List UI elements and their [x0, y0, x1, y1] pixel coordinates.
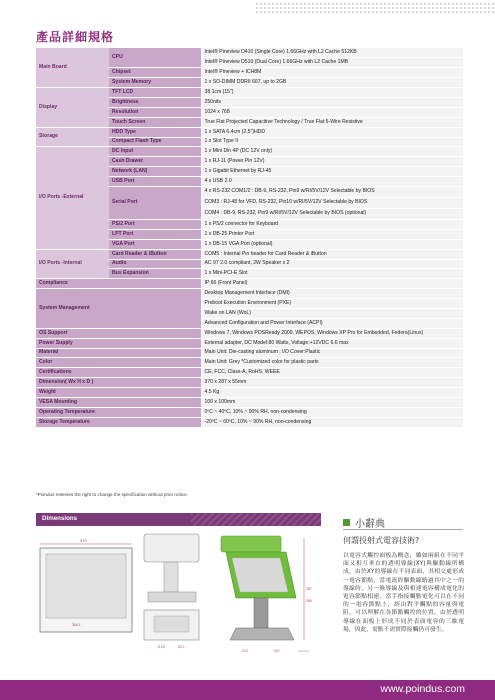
dim-stand-height: 287: [306, 587, 312, 591]
spec-label-dc: DC Input: [109, 147, 201, 157]
spec-value-os: Windows 7, Windows POSReady 2009, WEPOS, Windows XP Pro for Embedded, Fedora(Linux): [201, 328, 463, 338]
table-row: [36, 417, 463, 427]
table-row: [36, 407, 463, 417]
side-view-drawing: [144, 534, 199, 649]
table-row: [36, 147, 463, 157]
spec-value-brightness: 250nits: [201, 97, 463, 107]
spec-label-color: Color: [36, 358, 201, 368]
spec-label-power: Power Supply: [36, 338, 201, 348]
footnote: *Poindus reserves the right to change the specification without prior notice.: [36, 492, 188, 497]
spec-group-io-internal: I/O Ports -Internal: [36, 249, 109, 279]
spec-label-lan: Network (LAN): [109, 167, 201, 177]
spec-label-compliance: Compliance: [36, 279, 201, 289]
spec-value-serial-1: 4 x RS-232 COM1/2 : DB-9, RS-232, Pin9 w/RI/5V/12V Selectable by BIOS: [201, 186, 463, 197]
spec-value-vesa: 100 x 100mm: [201, 398, 463, 408]
table-row: [36, 378, 463, 388]
spec-value-chipset: Intel® Pineview + ICH8M: [201, 68, 463, 78]
spec-label-bus: Bus Expansion: [109, 269, 201, 279]
spec-group-main-board: Main Board: [36, 48, 109, 88]
spec-label-resolution: Resolution: [109, 107, 201, 117]
table-row: [36, 88, 463, 98]
spec-value-dc: 1 x Mini Din 4P (DC 12V only): [201, 147, 463, 157]
spec-label-operating-temp: Operating Temperature: [36, 407, 201, 417]
spec-label-lcd: TFT LCD: [109, 88, 201, 98]
spec-value-cash: 1 x RJ-11 (Power Pin 12V): [201, 157, 463, 167]
spec-label-serial: Serial Port: [109, 186, 201, 219]
table-row: [36, 368, 463, 378]
spec-label-os: OS Support: [36, 328, 201, 338]
spec-value-lcd: 38.1cm (15"): [201, 88, 463, 98]
spec-label-touch: Touch Screen: [109, 117, 201, 127]
spec-value-dimension: 370 x 287 x 55mm: [201, 378, 463, 388]
spec-label-vesa: VESA Mounting: [36, 398, 201, 408]
dictionary-divider: [343, 529, 463, 530]
spec-value-management-3: Wake on LAN (WoL): [201, 308, 463, 318]
spec-value-weight: 4.5 Kg: [201, 388, 463, 398]
spec-value-usb: 4 x USB 2.0: [201, 177, 463, 187]
front-view-drawing: [40, 538, 132, 632]
spec-group-display: Display: [36, 88, 109, 128]
dim-front-width: 370: [80, 538, 87, 543]
footer-url[interactable]: www.poindus.com: [380, 683, 465, 695]
dictionary-title: 小辭典: [355, 519, 385, 530]
spec-value-certifications: CE, FCC, Class-A, RoHS, WEEE: [201, 368, 463, 378]
header-stripes: [191, 513, 321, 526]
dictionary-square-icon: [343, 519, 350, 526]
spec-value-card-reader: COM5 : Internal Pin header for Card Reader & iButton: [201, 249, 463, 259]
spec-label-ps2: PS/2 Port: [109, 219, 201, 229]
top-band: [0, 0, 495, 16]
spec-value-cpu-1: Intel® Pineview D410 (Single Core) 1.66GHz with L2 Cache 512KB: [201, 48, 463, 58]
spec-value-storage-temp: -20ºC ~ 60ºC, 10% ~ 90% RH, non-condensing: [201, 417, 463, 427]
spec-label-cf: Compact Flash Type: [109, 137, 201, 147]
table-row: [36, 289, 463, 299]
table-row: [36, 338, 463, 348]
footer-bar: [0, 680, 495, 700]
dictionary-body: 以電容式觸控面板為概念，雖如兩組在不同平面又相互垂直的透明導線(XY)與驅動線所構成，由於XY的導線在不同表面，其相交處形成一電容節點，當電流經驅動線路過其中之一的導線時，另一條導線及與相連電容構成電化的電容節點相連，當手指接觸點電化可以在不同的一電容節點上，經由對平觸點的容量與電阻，可以理解在各節點觸控的位置，由於透明導線在面板上形成不同於表面電容的三維電場，因此，需點不需實際接觸仍可發生。: [343, 553, 464, 633]
spec-value-hdd: 1 x SATA 6.4cm (2.5")HDD: [201, 127, 463, 137]
dim-side-base: 20.1: [178, 645, 185, 649]
spec-label-management: System Management: [36, 289, 201, 329]
dimensions-header: [36, 513, 321, 526]
spec-value-management-2: Preboot Execution Environment (PXE): [201, 299, 463, 309]
spec-label-lpt: LPT Port: [109, 229, 201, 239]
spec-value-resolution: 1024 x 768: [201, 107, 463, 117]
page-title: 產品詳細規格: [36, 30, 115, 44]
spec-label-material: Material: [36, 348, 201, 358]
spec-value-cf: 1 x Slot Type II: [201, 137, 463, 147]
spec-label-cpu: CPU: [109, 48, 201, 68]
table-row: [36, 48, 463, 58]
spec-value-lan: 1 x Gigabit Ethernet by RJ-45: [201, 167, 463, 177]
dictionary-question: 何謂投射式電容技術?: [343, 536, 420, 545]
spec-value-serial-3: COM4 : DB-9, RS-232, Pin9 w/RI/5V/12V Selectable by BIOS (optional): [201, 208, 463, 219]
spec-value-management-4: Advanced Configuration and Power Interface (ACPI): [201, 318, 463, 328]
spec-label-chipset: Chipset: [109, 68, 201, 78]
table-row: [36, 127, 463, 137]
dimensions-title: Dimensions: [42, 515, 78, 522]
dim-side-depth: 5.20: [158, 645, 165, 649]
spec-value-material: Main Unit: Die-casting aluminum ; I/O Cover:Plastic: [201, 348, 463, 358]
dim-stand-base-left: 212: [242, 649, 248, 653]
spec-label-storage-temp: Storage Temperature: [36, 417, 201, 427]
spec-label-vga: VGA Port: [109, 239, 201, 249]
spec-label-certifications: Certifications: [36, 368, 201, 378]
spec-value-management-1: Desktop Management Interface (DMI): [201, 289, 463, 299]
spec-label-memory: System Memory: [109, 78, 201, 88]
spec-value-compliance: IP 66 (Front Panel): [201, 279, 463, 289]
dot-pattern: [255, 2, 495, 14]
stand-view-drawing: [221, 536, 312, 653]
spec-label-dimension: Dimension( Wx H x D ): [36, 378, 201, 388]
spec-value-vga: 1 x DB-15 VGA Port (optional): [201, 239, 463, 249]
table-row: [36, 388, 463, 398]
dim-front-inner: 304.1: [72, 623, 81, 627]
table-row: [36, 328, 463, 338]
spec-label-cash: Cash Drawer: [109, 157, 201, 167]
table-row: [36, 249, 463, 259]
spec-label-usb: USB Port: [109, 177, 201, 187]
table-row: [36, 279, 463, 289]
dim-stand-inner: 260: [306, 599, 312, 603]
spec-value-touch: True Flat Projected Capacitive Technology / True Flat 5-Wire Resistive: [201, 117, 463, 127]
spec-label-hdd: HDD Type: [109, 127, 201, 137]
spec-table: [36, 48, 463, 428]
spec-value-cpu-2: Intel® Pineview D510 (Dual Core) 1.66GHz with L2 Cache 1MB: [201, 58, 463, 68]
dimension-drawings: [36, 530, 326, 670]
dim-stand-base-right: 207: [274, 649, 280, 653]
spec-label-weight: Weight: [36, 388, 201, 398]
spec-group-io-external: I/O Ports -External: [36, 147, 109, 249]
spec-group-storage: Storage: [36, 127, 109, 147]
spec-value-operating-temp: 0ºC ~ 40ºC, 10% ~ 90% RH, non-condensing: [201, 407, 463, 417]
dim-unit: unit:mm: [298, 649, 309, 653]
spec-label-brightness: Brightness: [109, 97, 201, 107]
spec-label-audio: Audio: [109, 259, 201, 269]
spec-value-power: External adapter, DC Model:80 Watts, Voltage:+12VDC 6.6 max: [201, 338, 463, 348]
table-row: [36, 358, 463, 368]
table-row: [36, 398, 463, 408]
spec-value-serial-2: COM3 : RJ-48 for VFD, RS-232, Pin10 w/RI/5V/12V Selectable by BIOS: [201, 197, 463, 208]
table-row: [36, 348, 463, 358]
spec-value-bus: 1 x Mini-PCI-E Slot: [201, 269, 463, 279]
spec-value-audio: AC 97 2.0 compliant, 2W Speaker x 2: [201, 259, 463, 269]
spec-value-memory: 1 x SO-DIMM DDRII 667, up to 2GB: [201, 78, 463, 88]
spec-value-color: Main Unit: Grey *Customized color for plastic parts: [201, 358, 463, 368]
spec-value-lpt: 1 x DB-25 Printer Port: [201, 229, 463, 239]
spec-label-card-reader: Card Reader & iButton: [109, 249, 201, 259]
spec-value-ps2: 1 x PS/2 connector for Keyboard: [201, 219, 463, 229]
